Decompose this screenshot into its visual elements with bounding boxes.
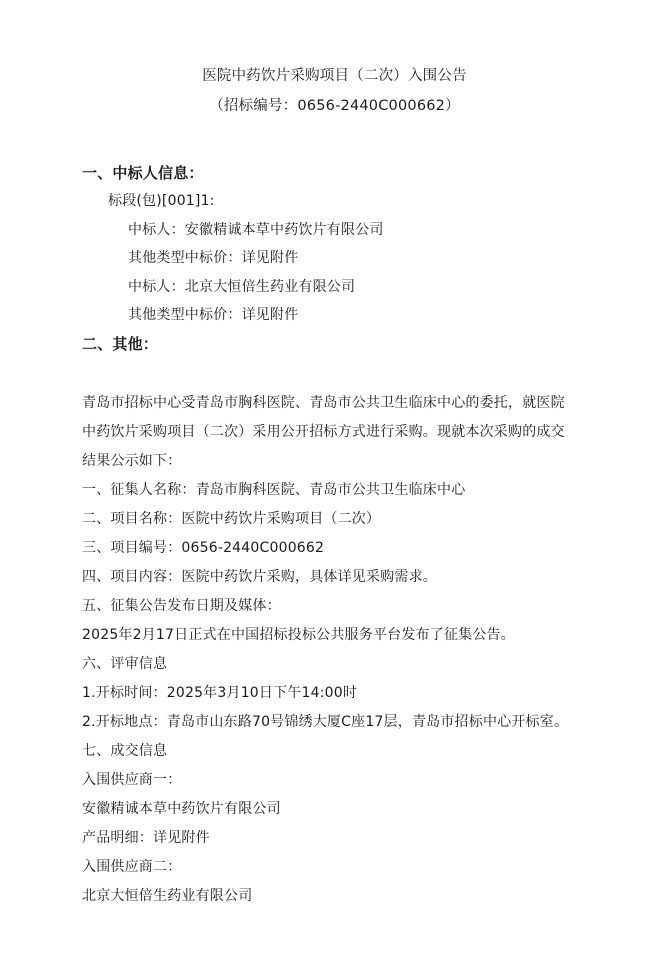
supplier-2-label: 入围供应商二： (82, 859, 182, 875)
open-place: 2.开标地点：青岛市山东路70号锦绣大厦C座17层，青岛市招标中心开标室。 (82, 714, 569, 730)
project-number: 三、项目编号：0656-2440C000662 (82, 540, 325, 556)
intro-paragraph-line-1: 青岛市招标中心受青岛市胸科医院、青岛市公共卫生临床中心的委托，就医院 (82, 395, 565, 411)
intro-paragraph-line-3: 结果公示如下： (82, 453, 182, 469)
supplier-1-name: 安徽精诚本草中药饮片有限公司 (82, 801, 281, 817)
winner-1-price: 其他类型中标价：详见附件 (128, 250, 299, 266)
open-time: 1.开标时间：2025年3月10日下午14:00时 (82, 685, 358, 701)
document-title: 医院中药饮片采购项目（二次）入围公告 (202, 68, 467, 84)
winner-2: 中标人：北京大恒倍生药业有限公司 (128, 279, 356, 295)
supplier-2-name: 北京大恒倍生药业有限公司 (82, 888, 253, 904)
winner-1: 中标人：安徽精诚本草中药饮片有限公司 (128, 222, 384, 238)
tender-number: （招标编号：0656-2440C000662） (209, 98, 460, 114)
product-detail: 产品明细：详见附件 (82, 830, 210, 846)
project-content: 四、项目内容：医院中药饮片采购，具体详见采购需求。 (82, 569, 437, 585)
review-heading: 六、评审信息 (82, 656, 168, 672)
winner-2-price: 其他类型中标价：详见附件 (128, 307, 299, 323)
supplier-1-label: 入围供应商一： (82, 772, 182, 788)
lot-label: 标段(包)[001]1: (108, 193, 215, 209)
purchaser-name: 一、征集人名称：青岛市胸科医院、青岛市公共卫生临床中心 (82, 482, 466, 498)
deal-heading: 七、成交信息 (82, 743, 168, 759)
publish-heading: 五、征集公告发布日期及媒体： (82, 598, 281, 614)
project-name: 二、项目名称：医院中药饮片采购项目（二次） (82, 511, 381, 527)
section-heading-winner-info: 一、中标人信息： (82, 164, 204, 182)
intro-paragraph-line-2: 中药饮片采购项目（二次）采用公开招标方式进行采购。现就本次采购的成交 (82, 424, 565, 440)
section-heading-other: 二、其他： (82, 335, 159, 353)
publish-text: 2025年2月17日正式在中国招标投标公共服务平台发布了征集公告。 (82, 627, 515, 643)
